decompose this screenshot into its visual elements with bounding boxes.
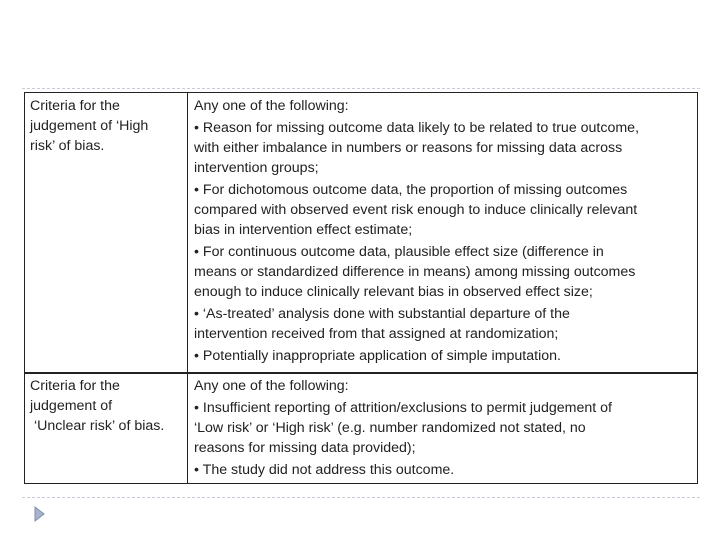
intro-text xyxy=(194,96,696,116)
criteria-cell-high-risk xyxy=(30,96,182,156)
risk-criteria-table xyxy=(24,92,698,484)
bullet-line: with either imbalance in numbers or reasons for missing data across xyxy=(194,140,623,156)
intro-text xyxy=(194,376,696,396)
bullet-line: intervention groups; xyxy=(194,160,319,176)
criteria-cell-unclear-risk xyxy=(30,376,182,436)
bullet-line: • For dichotomous outcome data, the proportion of missing outcomes xyxy=(194,182,628,198)
criteria-line: judgement of ‘High xyxy=(30,118,149,134)
bullet-item xyxy=(194,242,696,302)
intro-line: Any one of the following: xyxy=(194,378,349,394)
intro-line: Any one of the following: xyxy=(194,98,349,114)
bullet-item xyxy=(194,460,696,480)
criteria-line: ‘Unclear risk’ of bias. xyxy=(30,418,165,434)
bullet-line: enough to induce clinically relevant bias in observed effect size; xyxy=(194,284,593,300)
criteria-line: Criteria for the xyxy=(30,378,120,394)
bullet-item xyxy=(194,118,696,178)
criteria-line: risk’ of bias. xyxy=(30,138,105,154)
description-cell-unclear-risk xyxy=(194,376,696,480)
top-divider xyxy=(22,88,700,89)
slide-bullet-arrow-icon xyxy=(33,505,47,523)
bullet-line: • Reason for missing outcome data likely to be related to true outcome, xyxy=(194,120,640,136)
bullet-line: • Potentially inappropriate application of simple imputation. xyxy=(194,348,561,364)
bullet-line: • For continuous outcome data, plausible effect size (difference in xyxy=(194,244,604,260)
description-cell-high-risk xyxy=(194,96,696,366)
bullet-item xyxy=(194,398,696,458)
bottom-divider xyxy=(22,497,700,498)
bullet-line: intervention received from that assigned at randomization; xyxy=(194,326,559,342)
bullet-item xyxy=(194,304,696,344)
bullet-line: • The study did not address this outcome. xyxy=(194,462,455,478)
bullet-line: reasons for missing data provided); xyxy=(194,440,416,456)
bullet-line: bias in intervention effect estimate; xyxy=(194,222,413,238)
bullet-item xyxy=(194,180,696,240)
bullet-item xyxy=(194,346,696,366)
criteria-line: Criteria for the xyxy=(30,98,120,114)
bullet-line: means or standardized difference in means) among missing outcomes xyxy=(194,264,636,280)
row-divider xyxy=(25,372,697,374)
column-divider xyxy=(187,93,188,483)
criteria-line: judgement of xyxy=(30,398,113,414)
bullet-line: • ‘As-treated’ analysis done with substantial departure of the xyxy=(194,306,570,322)
bullet-line: • Insufficient reporting of attrition/exclusions to permit judgement of xyxy=(194,400,612,416)
bullet-line: ‘Low risk’ or ‘High risk’ (e.g. number randomized not stated, no xyxy=(194,420,586,436)
bullet-line: compared with observed event risk enough to induce clinically relevant xyxy=(194,202,638,218)
